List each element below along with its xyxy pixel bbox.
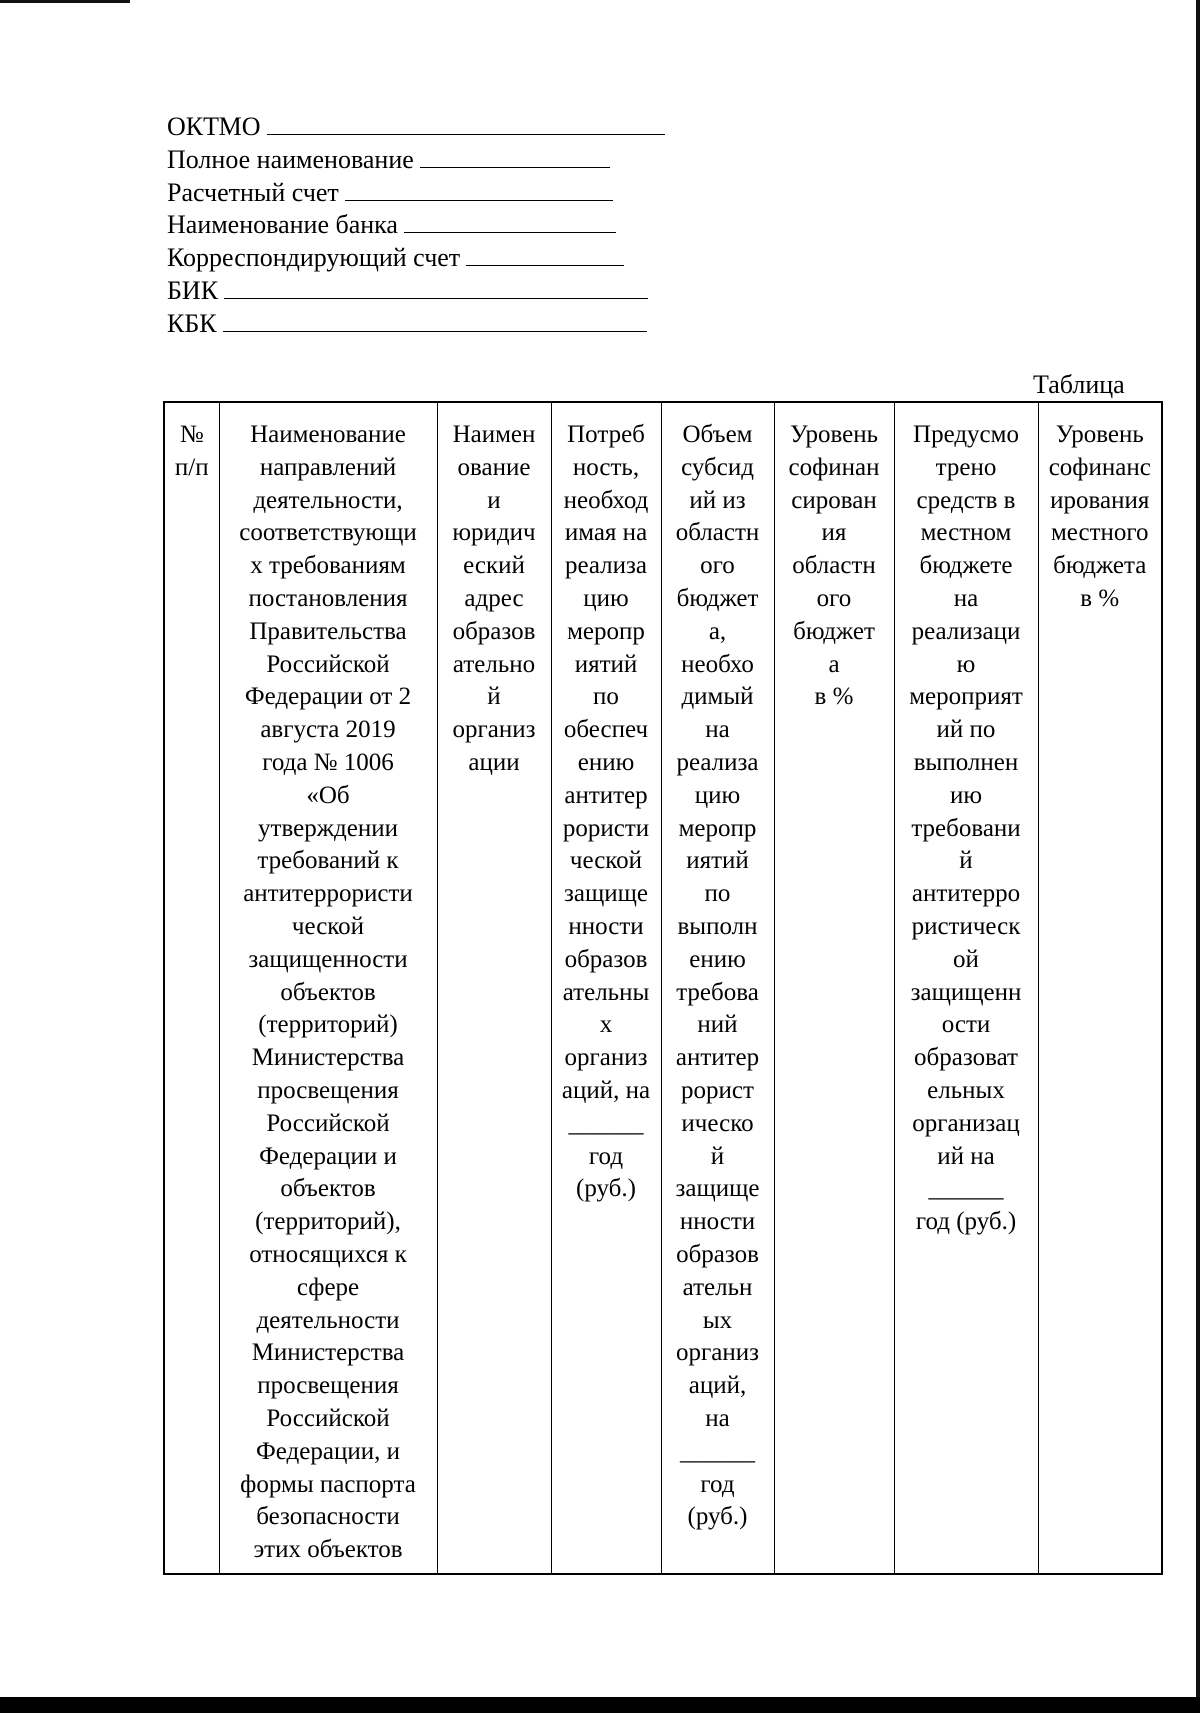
field-label: Расчетный счет	[167, 177, 339, 207]
header-cell-number: № п/п	[164, 402, 219, 1574]
blank-line	[466, 241, 624, 266]
blank-line	[345, 176, 613, 201]
table-header-row	[164, 402, 1162, 1574]
blank-line	[224, 274, 648, 299]
field-account	[167, 176, 665, 209]
blank-line	[420, 143, 610, 168]
blank-line	[404, 208, 616, 233]
scan-edge-top	[0, 0, 130, 3]
table-caption: Таблица	[1033, 370, 1125, 399]
field-label: КБК	[167, 308, 217, 338]
field-label: Полное наименование	[167, 144, 414, 174]
blank-line	[267, 110, 665, 135]
subsidy-table	[163, 401, 1163, 1575]
field-kbk	[167, 307, 665, 340]
field-bank-name	[167, 208, 665, 241]
field-label: БИК	[167, 275, 219, 305]
field-correspondent-account	[167, 241, 665, 274]
header-cell-regional-cofinancing: Уровень софинан сирован ия областн ого бюджет а в %	[774, 402, 894, 1574]
scan-edge-bottom	[0, 1697, 1200, 1713]
field-bik	[167, 274, 665, 307]
header-cell-need: Потреб ность, необход имая на реализа цию меропр иятий по обеспеч ению антитер рористи ческой защище нности образов ательны х организ аций, на ______ год (руб.)	[551, 402, 661, 1574]
blank-line	[223, 307, 647, 332]
scan-edge-right	[1196, 0, 1200, 1713]
header-cell-organization: Наимен ование и юридич еский адрес образов ательно й организ ации	[437, 402, 551, 1574]
header-cell-local-budget-funds: Предусмо трено средств в местном бюджете на реализаци ю мероприят ий по выполнен ию требовани й антитерро ристическ ой защищенн ости образоват ельных организац ий на ______ год (руб.)	[894, 402, 1038, 1574]
field-full-name	[167, 143, 665, 176]
field-label: Корреспондирующий счет	[167, 243, 461, 273]
header-cell-directions: Наименование направлений деятельности, соответствующи х требованиям постановления Правительства Российской Федерации от 2 августа 2019 года № 1006 «Об утверждении требований к антитеррористи ческой защищенности объектов (территорий) Министерства просвещения Российской Федерации и объектов (территорий), относящихся к сфере деятельности Министерства просвещения Российской Федерации, и формы паспорта безопасности этих объектов	[219, 402, 437, 1574]
field-label: ОКТМО	[167, 112, 261, 141]
header-cell-subsidy-volume: Объем субсид ий из областн ого бюджет а, необхо димый на реализа цию меропр иятий по выполн ению требова ний антитер рорист ическо й защище нности образов ательн ых организ аций, на ______ год (руб.)	[661, 402, 774, 1574]
field-oktmo	[167, 110, 665, 143]
field-label: Наименование банка	[167, 210, 398, 240]
header-cell-local-cofinancing: Уровень софинанс ирования местного бюджета в %	[1038, 402, 1162, 1574]
requisites-block	[167, 110, 665, 340]
